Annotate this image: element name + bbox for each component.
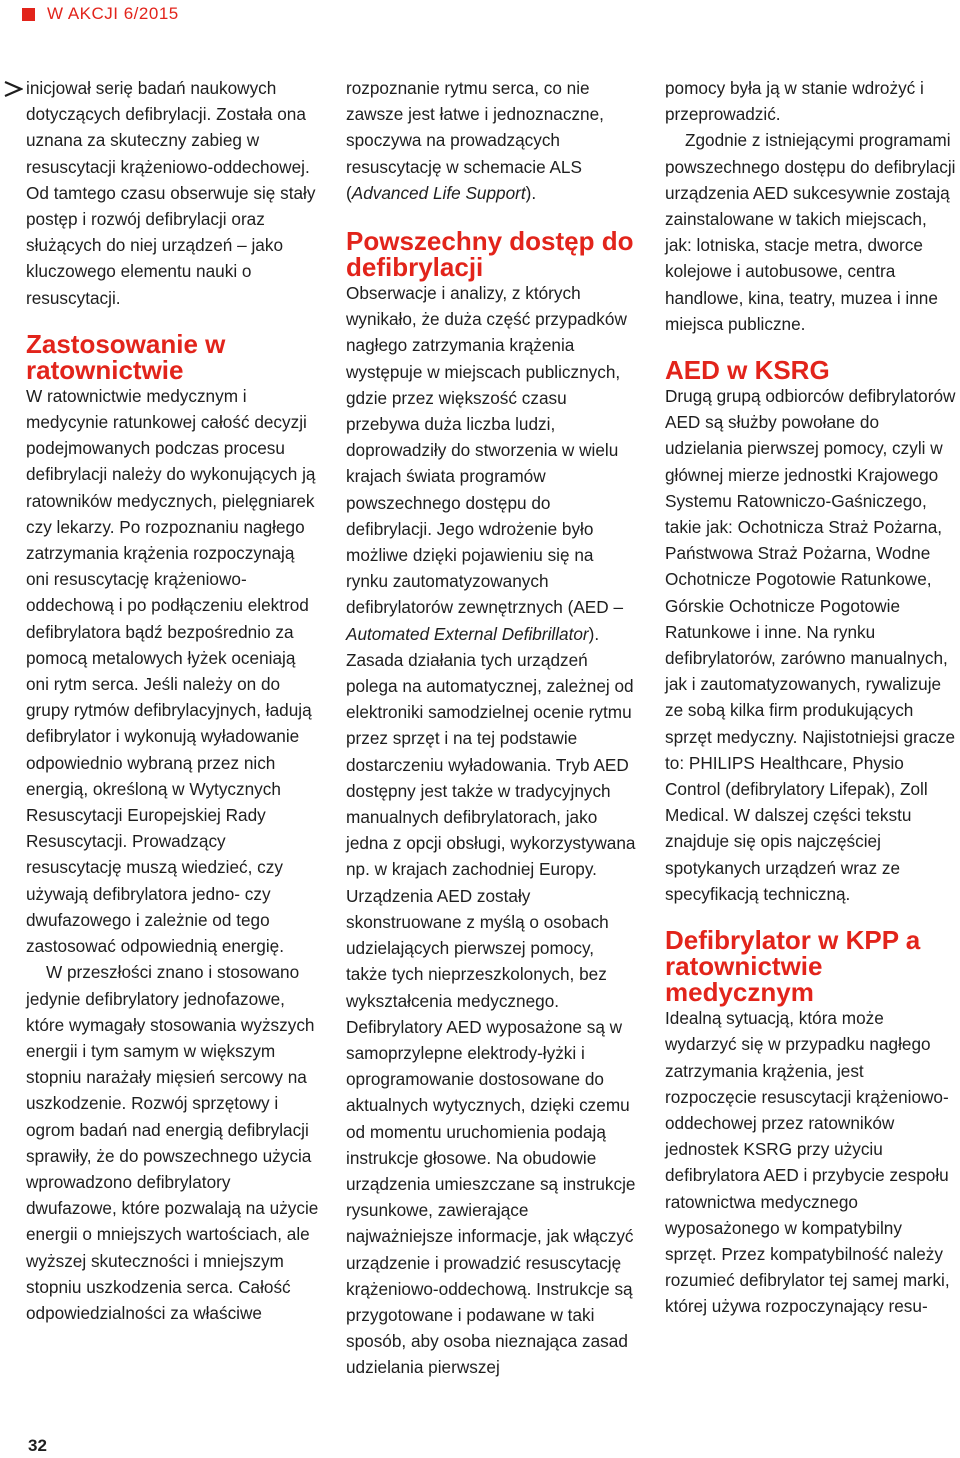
column-2 xyxy=(346,75,638,1381)
section-heading-zastosowanie: Zastosowanie w ratownictwie xyxy=(26,328,226,385)
paragraph: Zgodnie z istniejącymi programami powszechnego dostępu do defibrylacji urządzenia AED sukcesywnie zostają zainstalowane w takich miejscach, jak: lotniska, stacje metra, dworce kolejowe i autobusowe, centra handlowe, kina, teatry, muzea i inne miejsca publiczne. xyxy=(665,130,956,334)
running-header xyxy=(22,2,179,26)
italic-term: Automated External Defibrillator xyxy=(346,623,589,644)
column-3 xyxy=(665,75,957,1320)
paragraph: inicjował serię badań naukowych dotyczących defibrylacji. Została ona uznana za skuteczny zabieg w resuscytacji krążeniowo-oddechowej. Od tamtego czasu obserwuje się stały postęp i rozwój defibrylacji oraz służących do niej urządzeń – jako kluczowego elementu nauki o resuscytacji. xyxy=(26,78,316,308)
paragraph: W przeszłości znano i stosowano jedynie defibrylatory jednofazowe, które wymagały stosowania wyższych energii i tym samym w większym stopniu narażały mięsień sercowy na uszkodzenie. Rozwój sprzętowy i ogrom badań nad energią defibrylacji sprawiły, że do powszechnego użycia wprowadzono defibrylatory dwufazowe, które pozwalają na użycie energii o mniejszych wartościach, ale wyższej skuteczności i mniejszym stopniu uszkodzenia serca. Całość odpowiedzialności za właściwe xyxy=(26,962,319,1323)
red-square-icon xyxy=(22,8,35,21)
paragraph: Idealną sytuacją, która może wydarzyć się w przypadku nagłego zatrzymania krążenia, jest rozpoczęcie resuscytacji krążeniowo-oddechowej przez ratowników jednostek KSRG przy użyciu defibrylatora AED i przybycie zespołu ratownictwa medycznego wyposażonego w kompatybilny sprzęt. Przez kompatybilność należy rozumieć defibrylator tej samej marki, której używa rozpoczynający resu- xyxy=(665,1008,950,1317)
section-heading-defibrylator-kpp: Defibrylator w KPP a ratownictwie medycznym xyxy=(665,925,921,1008)
paragraph: Drugą grupą odbiorców defibrylatorów AED są służby powołane do udzielania pierwszej pomocy, czyli w głównej mierze jednostki Krajowego Systemu Ratowniczo-Gaśniczego, takie jak: Ochotnicza Straż Pożarna, Państwowa Straż Pożarna, Wodne Ochotnicze Pogotowie Ratunkowe, Górskie Ochotnicze Pogotowie Ratunkowe i inne. Na rynku defibrylatorów, zarówno manualnych, jak i zautomatyzowanych, rywalizuje ze sobą kilka firm produkujących sprzęt medyczny. Najistotniejsi gracze to: PHILIPS Healthcare, Physio Control (defibrylatory Lifepak), Zoll Medical. W dalszej części tekstu znajduje się opis najczęściej spotykanych urządzeń wraz ze specyfikacją techniczną. xyxy=(665,386,956,904)
text-run: ). Zasada działania tych urządzeń polega na automatycznej, zależnej od elektroniki samodzielnej ocenie rytmu przez sprzęt i na tej podstawie dostarczeniu wyładowania. Tryb AED dostępny jest także w tradycyjnych manualnych defibrylatorach, jako jedna z opcji obsługi, wykorzystywana np. w krajach zachodniej Europy. Urządzenia AED zostały skonstruowane z myślą o osobach udzielających pierwszej pomocy, także tych nieprzeszkolonych, bez wykształcenia medycznego. Defibrylatory AED wyposażone są w samoprzylepne elektrody-łyżki i oprogramowanie dostosowane do aktualnych wytycznych, dzięki czemu od momentu uruchomienia podają instrukcje głosowe. Na obudowie urządzenia umieszczane są instrukcje rysunkowe, zawierające najważniejsze informacje, jak włączyć urządzenie i prowadzić resuscytację krążeniowo-oddechową. Instrukcje są przygotowane i podawane w taki sposób, aby osoba nieznająca zasad udzielania pierwszej xyxy=(346,623,636,1378)
header-title: W AKCJI 6/2015 xyxy=(47,4,179,23)
page-number: 32 xyxy=(28,1436,47,1455)
paragraph xyxy=(346,75,638,206)
paragraph xyxy=(346,280,638,1381)
paragraph: W ratownictwie medycznym i medycynie ratunkowej całość decyzji podejmowanych podczas procesu defibrylacji należy do wykonujących ją ratowników medycznych, pielęgniarek czy lekarzy. Po rozpoznaniu nagłego zatrzymania krążenia rozpoczynają oni resuscytację krążeniowo-oddechową i po podłączeniu elektrod defibrylatora bądź bezpośrednio za pomocą metalowych łyżek oceniają oni rytm serca. Jeśli należy on do grupy rytmów defibrylacyjnych, ładują defibrylator i wykonują wyładowanie odpowiednio wybraną przez nich energią, określoną w Wytycznych Resuscytacji Europejskiej Rady Resuscytacji. Prowadzący resuscytację muszą wiedzieć, czy używają defibrylatora jedno- czy dwufazowego i zależnie od tego zastosować odpowiednią energię. xyxy=(26,385,316,957)
text-run: Obserwacje i analizy, z których wynikało, że duża część przypadków nagłego zatrzymania krążenia występuje w miejscach publicznych, gdzie przez większość czasu przebywa duża liczba ludzi, doprowadziły do stworzenia w wielu krajach świata programów powszechnego dostępu do defibrylacji. Jego wdrożenie było możliwe dzięki pojawieniu się na rynku zautomatyzowanych defibrylatorów zewnętrznych (AED – xyxy=(346,283,627,618)
text-run: ). xyxy=(525,182,537,203)
chevron-right-icon xyxy=(3,80,23,98)
section-heading-powszechny-dostep: Powszechny dostęp do defibrylacji xyxy=(346,226,634,283)
section-heading-aed-ksrg: AED w KSRG xyxy=(665,355,830,386)
italic-term: Advanced Life Support xyxy=(351,182,526,203)
text-run: rozpoznanie rytmu serca, co nie zawsze jest łatwe i jednoznaczne, spoczywa na prowadzących resuscytację w schemacie ALS ( xyxy=(346,78,604,203)
paragraph: pomocy była ją w stanie wdrożyć i przeprowadzić. xyxy=(665,78,924,125)
column-1 xyxy=(26,75,321,1326)
